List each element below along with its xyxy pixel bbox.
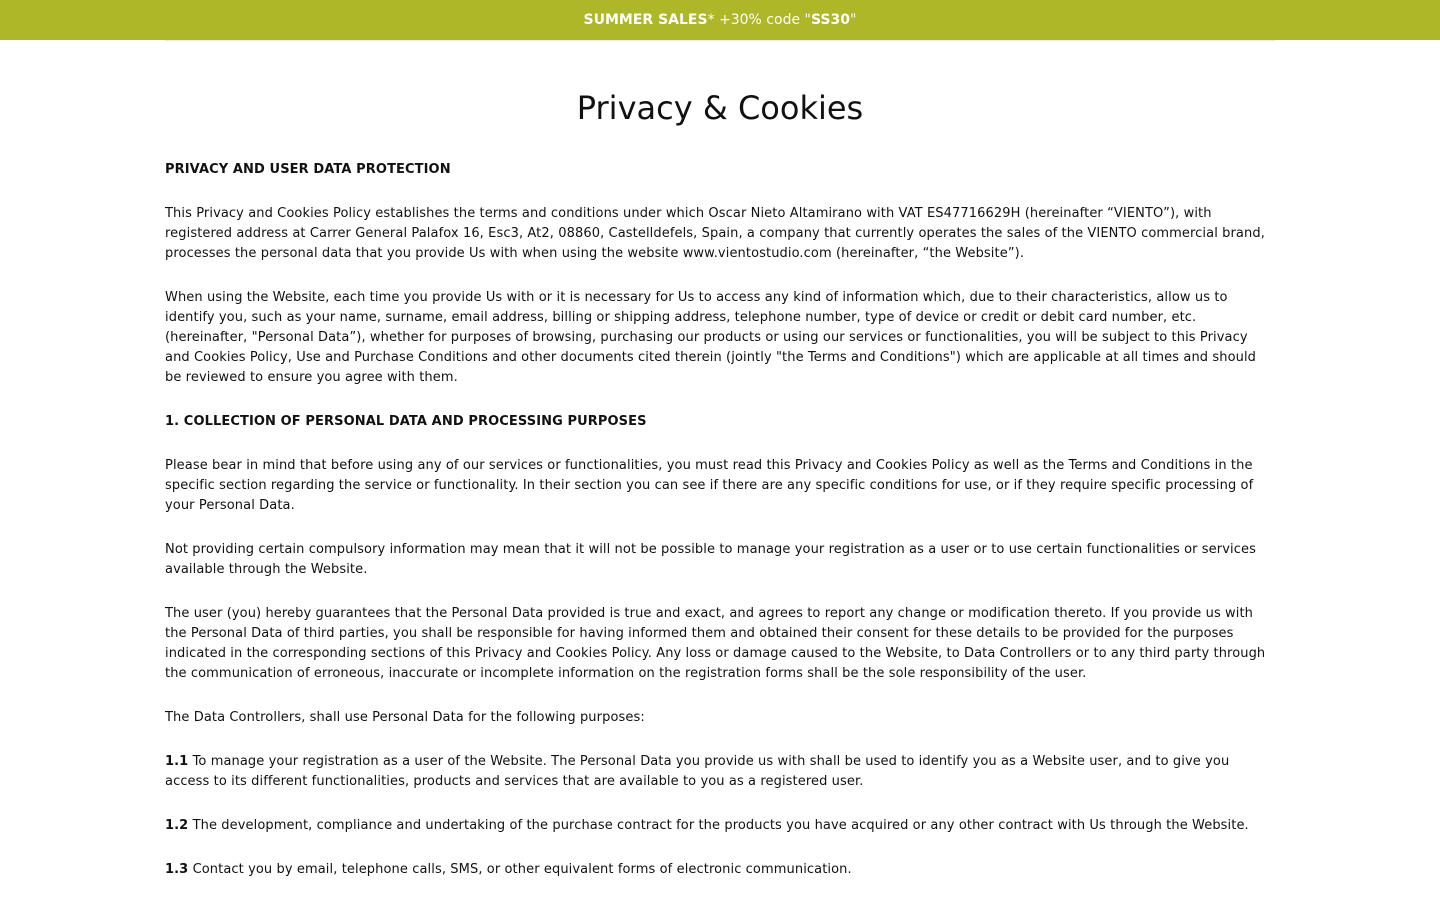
page-title: Privacy & Cookies (576, 89, 864, 127)
main-content (165, 41, 1275, 904)
intro-paragraph-1: This Privacy and Cookies Policy establishes the terms and conditions under which Oscar Nieto Altamirano with VAT ES47716629H (hereinafter “VIENTO”), with registered address at Carrer General Palafox 16, Esc3, At2, 08860, Castelldefels, Spain, a company that currently operates the sales of the VIENTO commercial brand, processes the personal data that you provide Us with when using the website www.vientostudio.com (hereinafter, “the Website”). (165, 206, 1265, 261)
section-heading-privacy: PRIVACY AND USER DATA PROTECTION (165, 162, 451, 177)
purpose-item-text: To manage your registration as a user of the Website. The Personal Data you provide us with shall be used to identify you as a Website user, and to give you access to its different functionalities, products and services that are available to you as a registered user. (165, 754, 1230, 789)
intro-paragraph-2: When using the Website, each time you provide Us with or it is necessary for Us to access any kind of information which, due to their characteristics, allow us to identify you, such as your name, surname, email address, billing or shipping address, telephone number, type of device or credit or debit card number, etc. (hereinafter, "Personal Data”), whether for purposes of browsing, purchasing our products or using our services or functionalities, you will be subject to this Privacy and Cookies Policy, Use and Purchase Conditions and other documents cited therein (jointly "the Terms and Conditions") which are applicable at all times and should be reviewed to ensure you agree with them. (165, 290, 1257, 385)
purpose-item (165, 752, 1275, 792)
purpose-item-number: 1.2 (165, 818, 189, 833)
collection-paragraph-1: Please bear in mind that before using any of our services or functionalities, you must read this Privacy and Cookies Policy as well as the Terms and Conditions in the specific section regarding the service or functionality. In their section you can see if there are any specific conditions for use, or if they require specific processing of your Personal Data. (165, 458, 1254, 513)
purpose-item-number: 1.1 (165, 754, 189, 769)
announcement-text: * +30% code " (707, 12, 811, 28)
announcement-bar[interactable] (0, 0, 1440, 40)
announcement-code: SS30 (810, 12, 850, 28)
collection-paragraph-4: The Data Controllers, shall use Personal Data for the following purposes: (165, 710, 645, 725)
collection-paragraph-2: Not providing certain compulsory information may mean that it will not be possible to manage your registration as a user or to use certain functionalities or services available through the Website. (165, 542, 1256, 577)
purpose-item-number: 1.3 (165, 862, 189, 877)
announcement-closing-quote: " (850, 12, 857, 28)
announcement-sale-label: SUMMER SALES (583, 12, 708, 28)
collection-paragraph-3: The user (you) hereby guarantees that the Personal Data provided is true and exact, and agrees to report any change or modification thereto. If you provide us with the Personal Data of third parties, you shall be responsible for having informed them and obtained their consent for these details to be provided for the purposes indicated in the corresponding sections of this Privacy and Cookies Policy. Any loss or damage caused to the Website, to Data Controllers or to any third party through the communication of erroneous, inaccurate or incomplete information on the registration forms shall be the sole responsibility of the user. (165, 606, 1266, 681)
section-heading-collection: 1. COLLECTION OF PERSONAL DATA AND PROCESSING PURPOSES (165, 414, 647, 429)
purpose-item-text: Contact you by email, telephone calls, SMS, or other equivalent forms of electronic communication. (188, 862, 852, 877)
purpose-item (165, 860, 1275, 880)
policy-content (165, 160, 1275, 880)
purpose-item (165, 816, 1275, 836)
purpose-item-text: The development, compliance and undertaking of the purchase contract for the products you have acquired or any other contract with Us through the Website. (188, 818, 1249, 833)
